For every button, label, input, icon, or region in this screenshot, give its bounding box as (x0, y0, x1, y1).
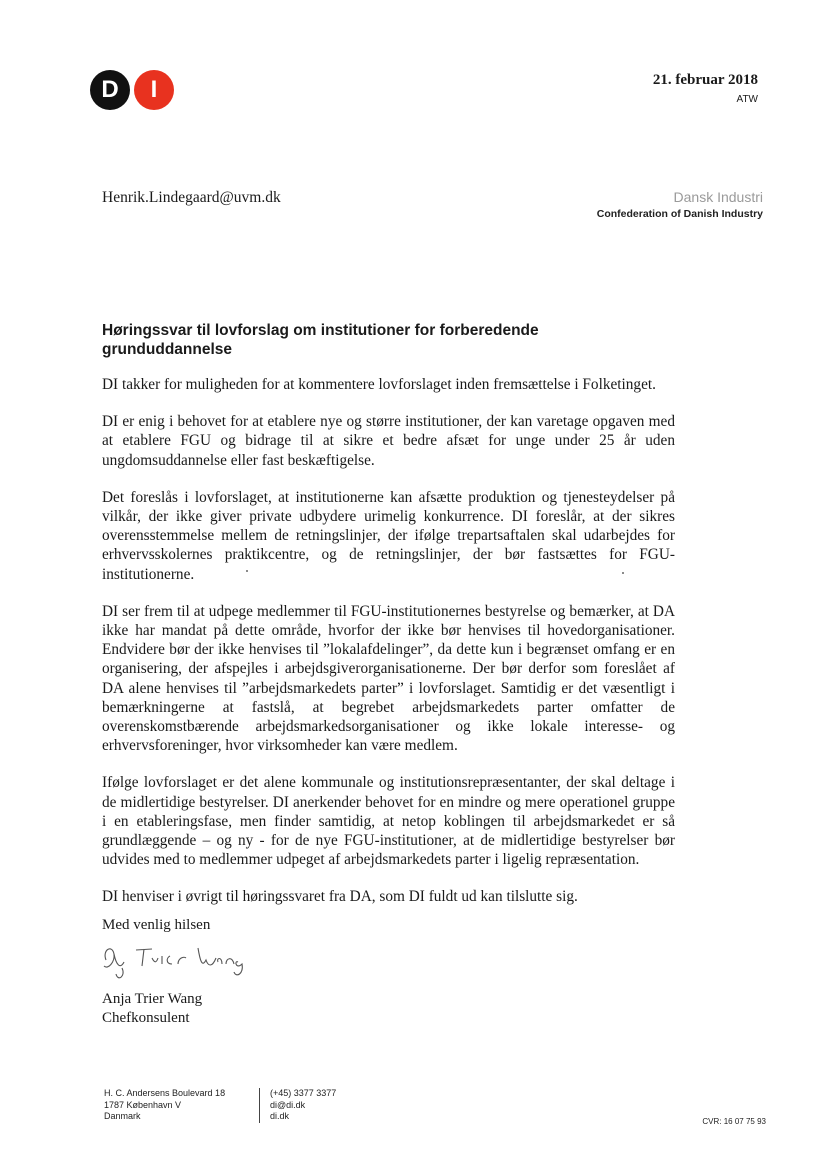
signer-title: Chefkonsulent (102, 1010, 190, 1026)
closing-greeting: Med venlig hilsen (102, 917, 211, 933)
signer-block (102, 990, 202, 1028)
address-line: Danmark (104, 1111, 141, 1121)
handwritten-signature (100, 940, 250, 990)
letter-date: 21. februar 2018 (652, 72, 758, 88)
cvr-number: CVR: 16 07 75 93 (702, 1117, 766, 1126)
paragraph: Ifølge lovforslaget er det alene kommunale og institutionsrepræsentanter, der skal deltage i de midlertidige bestyrelser. DI anerkender behovet for en mindre og mere operationel gruppe i en etableringsfase, men finder samtidig, at netop koblingen til arbejdsmarkedet er så grundlæggende – og ny - for de nye FGU-institutioner, at de midlertidige bestyrelser bør udvides med to medlemmer udpeget af arbejdsmarkedets parter i ligelig repræsentation. (102, 774, 675, 869)
sender-organization-subtitle: Confederation of Danish Industry (596, 208, 763, 220)
recipient-email: Henrik.Lindegaard@uvm.dk (102, 189, 281, 206)
sender-organization: Dansk Industri (673, 189, 763, 205)
footer-contact (259, 1088, 336, 1123)
scan-speck (246, 570, 248, 572)
paragraph: DI er enig i behovet for at etablere nye og større institutioner, der kan varetage opgaven med at etablere FGU og bidrage til at sikre et bedre afsæt for unge under 25 år uden ungdomsuddannelse eller fast beskæftigelse. (102, 413, 675, 469)
paragraph: Det foreslås i lovforslaget, at institutionerne kan afsætte produktion og tjenesteydelser på vilkår, der ikke giver private udbydere urimelig konkurrence. DI foreslår, at der sikres overensstemmelse mellem de retningslinjer, der ifølge trepartsaftalen skal udarbejdes for erhvervsskolernes praktikcentre, og de retningslinjer, der bør fastsættes for FGU-institutionerne. (102, 488, 675, 583)
contact-email: di@di.dk (270, 1099, 306, 1110)
scan-speck (622, 572, 624, 574)
di-logo (90, 70, 174, 110)
paragraph: DI henviser i øvrigt til høringssvaret fra DA, som DI fuldt ud kan tilslutte sig. (102, 888, 578, 906)
contact-phone: (+45) 3377 3377 (270, 1088, 337, 1098)
paragraph: DI takker for muligheden for at kommentere lovforslaget inden fremsættelse i Folketinget. (102, 376, 656, 393)
paragraph: DI ser frem til at udpege medlemmer til FGU-institutionernes bestyrelse og bemærker, at DA ikke har mandat på dette område, hvorfor der ikke bør henvises til hovedorganisationer. Endvidere bør der ikke henvises til ”lokalafdelinger”, da dette kun i begrænset omfang er en organisering, der afspejles i arbejdsgiverorganisationerne. Der bør derfor som foreslået af DA alene henvises til ”arbejdsmarkedets parter” i lovforslaget. Samtidig er det væsentligt i bemærkningerne at fastslå, at begrebet arbejdsmarkedets parter omfatter de overenskomstbærende arbejdsmarkedsorganisationer og ikke lokale interesse- og erhvervsforeninger, hvor virksomheder kan være medlem. (102, 602, 675, 755)
logo-letter-i: I (134, 70, 174, 110)
footer (104, 1088, 337, 1123)
reference-initials: ATW (736, 94, 758, 105)
address-line: 1787 København V (104, 1099, 182, 1110)
logo-letter-d: D (90, 70, 130, 110)
letter-body (102, 375, 675, 925)
address-line: H. C. Andersens Boulevard 18 (104, 1088, 226, 1098)
footer-address (104, 1088, 225, 1123)
signer-name: Anja Trier Wang (102, 991, 203, 1007)
contact-website: di.dk (270, 1111, 290, 1121)
letter-subject: Høringssvar til lovforslag om institutioner for forberedende grunduddannelse (102, 322, 539, 358)
